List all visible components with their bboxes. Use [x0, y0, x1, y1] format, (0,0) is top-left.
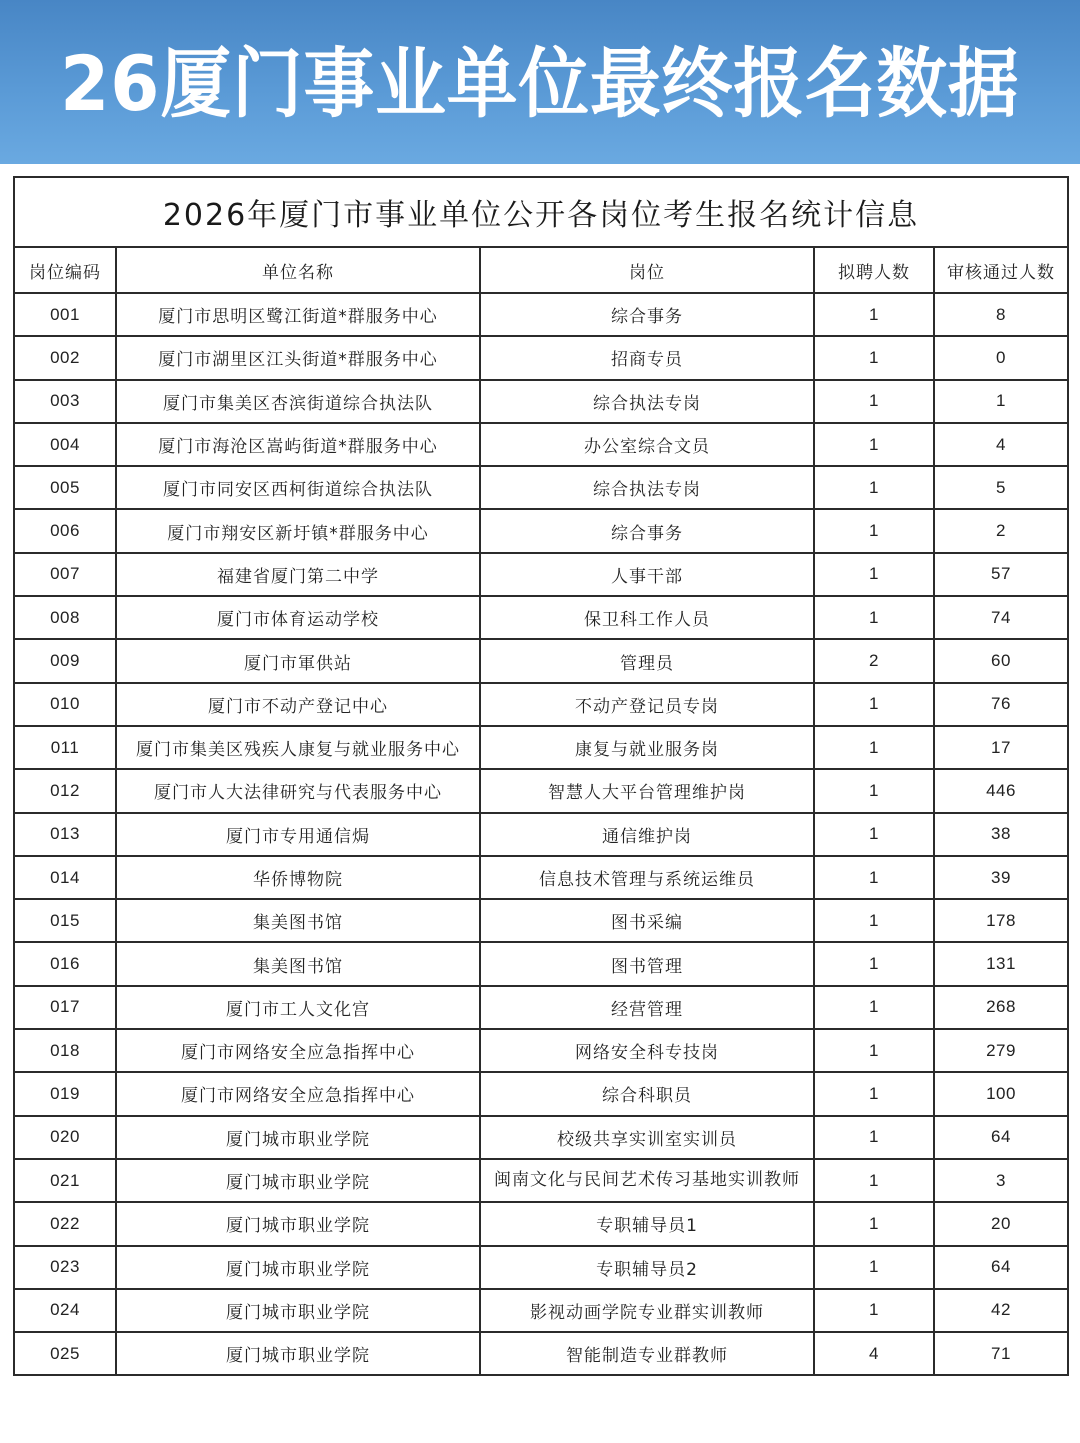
cell-unit: 厦门市海沧区嵩屿街道*群服务中心: [116, 423, 480, 466]
cell-planned: 1: [814, 1246, 934, 1289]
cell-position: 综合科职员: [480, 1072, 814, 1115]
cell-position: 不动产登记员专岗: [480, 683, 814, 726]
cell-code: 017: [14, 986, 116, 1029]
header-position: 岗位: [480, 247, 814, 293]
cell-approved: 5: [934, 466, 1068, 509]
cell-position: 综合执法专岗: [480, 466, 814, 509]
cell-code: 013: [14, 813, 116, 856]
cell-unit: 厦门市工人文化宫: [116, 986, 480, 1029]
table-row: [14, 1289, 1068, 1332]
title-banner: [0, 0, 1080, 164]
cell-planned: 1: [814, 1072, 934, 1115]
cell-approved: 64: [934, 1246, 1068, 1289]
header-code: 岗位编码: [14, 247, 116, 293]
table-row: [14, 899, 1068, 942]
cell-planned: 1: [814, 293, 934, 336]
cell-position: 影视动画学院专业群实训教师: [480, 1289, 814, 1332]
cell-unit: 厦门城市职业学院: [116, 1332, 480, 1375]
cell-unit: 厦门市不动产登记中心: [116, 683, 480, 726]
cell-planned: 1: [814, 856, 934, 899]
cell-unit: 厦门城市职业学院: [116, 1289, 480, 1332]
cell-approved: 8: [934, 293, 1068, 336]
cell-approved: 64: [934, 1116, 1068, 1159]
stats-table-container: [13, 176, 1067, 1376]
cell-code: 011: [14, 726, 116, 769]
cell-approved: 131: [934, 942, 1068, 985]
cell-position: 智能制造专业群教师: [480, 1332, 814, 1375]
cell-code: 009: [14, 639, 116, 682]
cell-approved: 74: [934, 596, 1068, 639]
cell-planned: 1: [814, 1159, 934, 1202]
cell-position: 招商专员: [480, 336, 814, 379]
cell-code: 006: [14, 509, 116, 552]
cell-position: 专职辅导员1: [480, 1202, 814, 1245]
cell-position: 经营管理: [480, 986, 814, 1029]
table-row: [14, 683, 1068, 726]
cell-approved: 1: [934, 380, 1068, 423]
table-row: [14, 639, 1068, 682]
cell-unit: 厦门市集美区残疾人康复与就业服务中心: [116, 726, 480, 769]
cell-code: 004: [14, 423, 116, 466]
cell-position: 网络安全科专技岗: [480, 1029, 814, 1072]
header-unit: 单位名称: [116, 247, 480, 293]
table-row: [14, 1246, 1068, 1289]
cell-position: 图书管理: [480, 942, 814, 985]
cell-unit: 厦门市体育运动学校: [116, 596, 480, 639]
cell-position: 康复与就业服务岗: [480, 726, 814, 769]
cell-unit: 福建省厦门第二中学: [116, 553, 480, 596]
cell-code: 001: [14, 293, 116, 336]
table-row: [14, 769, 1068, 812]
cell-code: 003: [14, 380, 116, 423]
cell-planned: 1: [814, 553, 934, 596]
table-header-row: [14, 247, 1068, 293]
cell-unit: 厦门市人大法律研究与代表服务中心: [116, 769, 480, 812]
cell-approved: 268: [934, 986, 1068, 1029]
cell-approved: 76: [934, 683, 1068, 726]
cell-planned: 1: [814, 899, 934, 942]
cell-unit: 厦门城市职业学院: [116, 1116, 480, 1159]
table-row: [14, 1202, 1068, 1245]
cell-unit: 厦门市集美区杏滨街道综合执法队: [116, 380, 480, 423]
table-body: [14, 293, 1068, 1375]
cell-unit: 厦门市同安区西柯街道综合执法队: [116, 466, 480, 509]
cell-unit: 厦门市专用通信焗: [116, 813, 480, 856]
cell-planned: 1: [814, 336, 934, 379]
cell-planned: 1: [814, 423, 934, 466]
cell-code: 002: [14, 336, 116, 379]
cell-unit: 厦门市网络安全应急指挥中心: [116, 1072, 480, 1115]
table-row: [14, 293, 1068, 336]
cell-planned: 1: [814, 1202, 934, 1245]
cell-position: 综合事务: [480, 509, 814, 552]
cell-planned: 1: [814, 942, 934, 985]
cell-approved: 279: [934, 1029, 1068, 1072]
cell-code: 014: [14, 856, 116, 899]
table-row: [14, 423, 1068, 466]
cell-unit: 厦门市思明区鹭江街道*群服务中心: [116, 293, 480, 336]
table-row: [14, 813, 1068, 856]
cell-position: 图书采编: [480, 899, 814, 942]
cell-planned: 1: [814, 683, 934, 726]
table-row: [14, 856, 1068, 899]
cell-unit: 厦门市翔安区新圩镇*群服务中心: [116, 509, 480, 552]
cell-approved: 178: [934, 899, 1068, 942]
cell-planned: 1: [814, 769, 934, 812]
header-planned: 拟聘人数: [814, 247, 934, 293]
cell-unit: 厦门市湖里区江头街道*群服务中心: [116, 336, 480, 379]
table-row: [14, 1332, 1068, 1375]
cell-unit: 集美图书馆: [116, 899, 480, 942]
cell-code: 016: [14, 942, 116, 985]
cell-planned: 2: [814, 639, 934, 682]
cell-planned: 1: [814, 466, 934, 509]
cell-position: 通信维护岗: [480, 813, 814, 856]
cell-unit: 集美图书馆: [116, 942, 480, 985]
cell-position: 校级共享实训室实训员: [480, 1116, 814, 1159]
cell-approved: 4: [934, 423, 1068, 466]
cell-code: 008: [14, 596, 116, 639]
cell-code: 007: [14, 553, 116, 596]
table-row: [14, 596, 1068, 639]
cell-unit: 厦门市軍供站: [116, 639, 480, 682]
header-approved: 审核通过人数: [934, 247, 1068, 293]
cell-code: 025: [14, 1332, 116, 1375]
cell-approved: 17: [934, 726, 1068, 769]
cell-code: 018: [14, 1029, 116, 1072]
cell-unit: 厦门城市职业学院: [116, 1246, 480, 1289]
cell-position: 综合执法专岗: [480, 380, 814, 423]
table-row: [14, 466, 1068, 509]
banner-title: 26厦门事业单位最终报名数据: [60, 39, 1020, 128]
table-row: [14, 726, 1068, 769]
cell-unit: 厦门市网络安全应急指挥中心: [116, 1029, 480, 1072]
cell-code: 015: [14, 899, 116, 942]
cell-position: 智慧人大平台管理维护岗: [480, 769, 814, 812]
table-row: [14, 553, 1068, 596]
cell-code: 005: [14, 466, 116, 509]
cell-position: 人事干部: [480, 553, 814, 596]
table-row: [14, 380, 1068, 423]
table-title: 2026年厦门市事业单位公开各岗位考生报名统计信息: [14, 177, 1068, 247]
cell-unit: 厦门城市职业学院: [116, 1202, 480, 1245]
cell-planned: 1: [814, 813, 934, 856]
cell-code: 010: [14, 683, 116, 726]
cell-approved: 60: [934, 639, 1068, 682]
cell-code: 012: [14, 769, 116, 812]
cell-approved: 446: [934, 769, 1068, 812]
cell-position: 管理员: [480, 639, 814, 682]
cell-code: 024: [14, 1289, 116, 1332]
cell-planned: 1: [814, 1289, 934, 1332]
cell-approved: 57: [934, 553, 1068, 596]
cell-approved: 71: [934, 1332, 1068, 1375]
cell-position: 专职辅导员2: [480, 1246, 814, 1289]
table-row: [14, 509, 1068, 552]
cell-approved: 0: [934, 336, 1068, 379]
cell-position: 信息技术管理与系统运维员: [480, 856, 814, 899]
cell-planned: 1: [814, 726, 934, 769]
cell-planned: 1: [814, 380, 934, 423]
cell-planned: 1: [814, 986, 934, 1029]
table-row: [14, 336, 1068, 379]
cell-code: 021: [14, 1159, 116, 1202]
cell-code: 020: [14, 1116, 116, 1159]
cell-code: 023: [14, 1246, 116, 1289]
table-row: [14, 942, 1068, 985]
cell-planned: 4: [814, 1332, 934, 1375]
cell-planned: 1: [814, 596, 934, 639]
cell-position: 综合事务: [480, 293, 814, 336]
cell-approved: 42: [934, 1289, 1068, 1332]
cell-planned: 1: [814, 1029, 934, 1072]
cell-position: 保卫科工作人员: [480, 596, 814, 639]
cell-unit: 厦门城市职业学院: [116, 1159, 480, 1202]
table-row: [14, 1159, 1068, 1202]
cell-planned: 1: [814, 1116, 934, 1159]
registration-stats-table: [13, 176, 1069, 1376]
cell-planned: 1: [814, 509, 934, 552]
cell-code: 022: [14, 1202, 116, 1245]
cell-position: 闽南文化与民间艺术传习基地实训教师: [480, 1159, 814, 1202]
cell-approved: 38: [934, 813, 1068, 856]
cell-approved: 3: [934, 1159, 1068, 1202]
table-row: [14, 1116, 1068, 1159]
table-title-row: [14, 177, 1068, 247]
cell-unit: 华侨博物院: [116, 856, 480, 899]
cell-position: 办公室综合文员: [480, 423, 814, 466]
cell-approved: 2: [934, 509, 1068, 552]
cell-approved: 39: [934, 856, 1068, 899]
table-row: [14, 986, 1068, 1029]
cell-code: 019: [14, 1072, 116, 1115]
cell-approved: 100: [934, 1072, 1068, 1115]
table-row: [14, 1072, 1068, 1115]
table-row: [14, 1029, 1068, 1072]
cell-approved: 20: [934, 1202, 1068, 1245]
